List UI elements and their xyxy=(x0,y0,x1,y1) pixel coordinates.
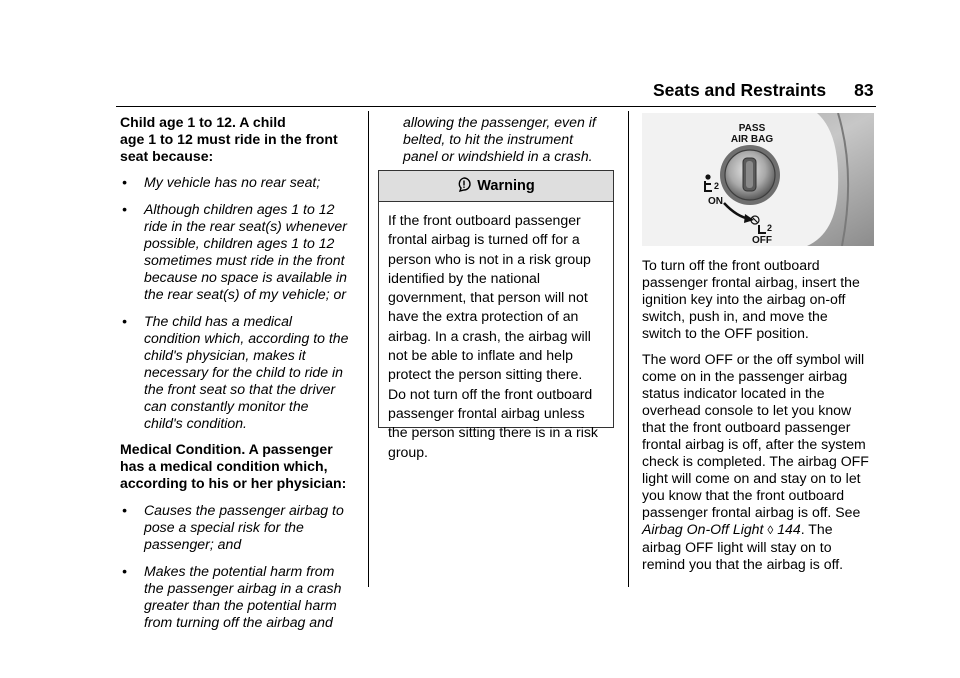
bullet-continuation: allowing the passenger, even if belted, to hit the instrument panel or windshield in a crash. xyxy=(403,114,596,164)
airbag-switch-illustration xyxy=(642,113,874,246)
list-item: • Makes the potential harm from the passenger airbag in a crash greater than the potential harm from turning off the airbag and xyxy=(122,563,342,630)
heading-child-age: Child age 1 to 12. A child age 1 to 12 must ride in the front seat because: xyxy=(120,114,338,164)
warning-box xyxy=(378,170,614,460)
list-item: • My vehicle has no rear seat; xyxy=(122,174,321,190)
list-item: • The child has a medical condition which, according to the child's physician, makes it necessary for the child to ride in the front seat so that the driver can constantly monitor the child's condition. xyxy=(122,313,349,431)
column-divider-2 xyxy=(628,111,629,587)
section-title: Seats and Restraints xyxy=(653,80,827,100)
paragraph-turn-off: To turn off the front outboard passenger frontal airbag, insert the ignition key into the airbag on-off switch, push in, and move the switch to the OFF position. xyxy=(642,257,860,341)
warning-header xyxy=(379,171,613,202)
heading-medical-condition: Medical Condition. A passenger has a medical condition which, according to his or her physician: xyxy=(120,441,347,491)
xref-link[interactable]: Airbag On-Off Light ◊ 144 xyxy=(642,521,801,537)
column-3-text xyxy=(642,257,882,573)
switch-label-top-2: AIR BAG xyxy=(730,134,774,145)
page-ref-icon: ◊ xyxy=(767,523,774,537)
header-rule xyxy=(116,106,876,107)
switch-label-off: OFF xyxy=(752,235,772,246)
paragraph-off-symbol: The word OFF or the off symbol will come on in the passenger airbag status indicator located in the overhead console to let you know that the front outboard passenger frontal airbag is off, after the system check is completed. The airbag OFF light will come on and stay on to let you know that the front outboard passenger frontal airbag is off. See Airbag On-Off Light ◊ 144. The airbag OFF light will stay on to remind you that the airbag is off. xyxy=(642,351,869,572)
column-1 xyxy=(120,114,365,631)
switch-label-top: PASS xyxy=(738,123,766,134)
warning-text: If the front outboard passenger frontal airbag is turned off for a person who is not in a risk group identified by the national government, that person will not have the extra protection of an airbag. In a crash, the airbag will not be able to inflate and help protect the person sitting there. Do not turn off the front outboard passenger frontal airbag unless the person sitting there is in a risk group. xyxy=(388,212,598,460)
list-item: • Causes the passenger airbag to pose a special risk for the passenger; and xyxy=(122,502,344,552)
warning-title: Warning xyxy=(477,178,535,194)
list-item: • Although children ages 1 to 12 ride in the rear seat(s) whenever possible, children ages 1 to 12 sometimes must ride in the front because no space is available in the rear seat(s) of my vehicle; or xyxy=(122,201,347,302)
warning-triangle-icon xyxy=(457,177,471,196)
svg-text:2: 2 xyxy=(767,223,773,233)
svg-text:2: 2 xyxy=(714,181,720,191)
page-header xyxy=(653,80,874,101)
switch-label-on: ON xyxy=(708,196,723,207)
page-number: 83 xyxy=(854,80,874,100)
column-divider-1 xyxy=(368,111,369,587)
